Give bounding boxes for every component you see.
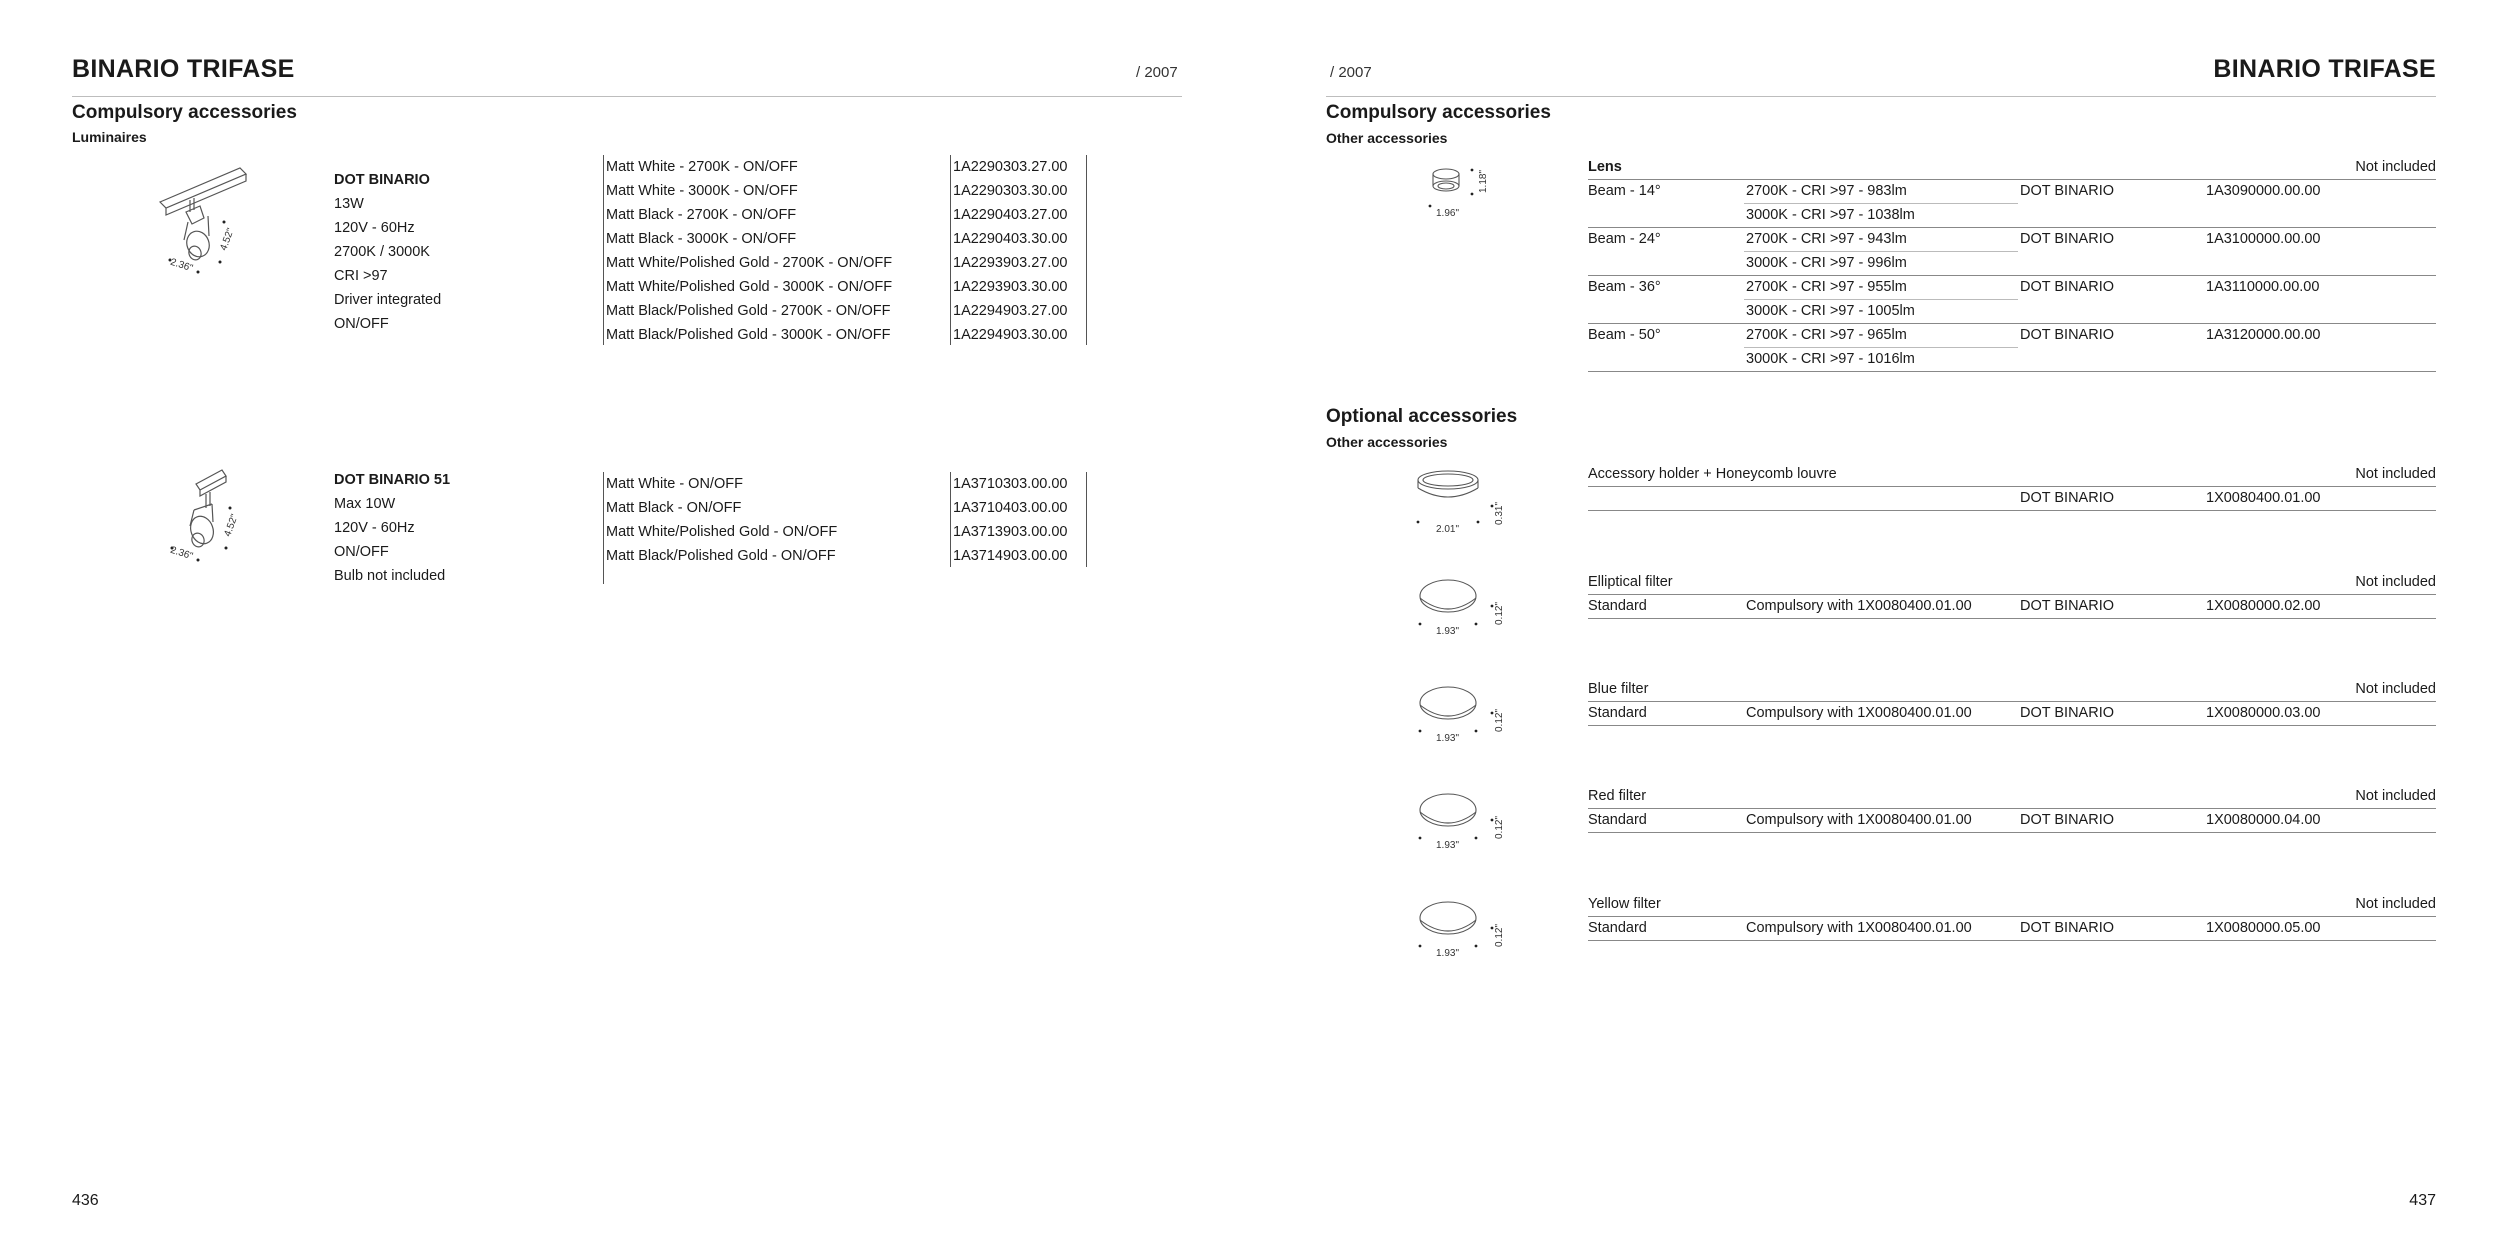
option-label: 2700K - CRI >97 - 983lm [1746,183,1907,199]
code-label: 1A3090000.00.00 [2206,183,2321,199]
product-label: DOT BINARIO [2020,279,2114,295]
item-title: Red filter [1588,788,1647,804]
spec-voltage: 120V - 60Hz [334,220,415,236]
variant-label: Matt White - 2700K - ON/OFF [606,159,798,175]
item-note: Compulsory with 1X0080400.01.00 [1746,812,1972,828]
item-type: Standard [1588,598,1647,614]
product-label: DOT BINARIO [2020,183,2114,199]
item-title: Accessory holder + Honeycomb louvre [1588,466,1837,482]
item-product: DOT BINARIO [2020,490,2114,506]
item-title: Yellow filter [1588,896,1661,912]
item-type: Standard [1588,812,1647,828]
accessory-holder-row [1588,462,2436,522]
item-code: 1X0080400.01.00 [2206,490,2321,506]
beam-label: Beam - 36° [1588,279,1661,295]
left-collection-code: / 2007 [1136,64,1178,81]
item-footer-rule [1588,832,2436,833]
variant-code: 1A3713903.00.00 [953,524,1068,540]
right-optional-heading: Optional accessories [1326,406,1518,427]
option-label: 2700K - CRI >97 - 965lm [1746,327,1907,343]
item-footer-rule [1588,510,2436,511]
variant-label: Matt Black - 2700K - ON/OFF [606,207,797,223]
item-type: Standard [1588,705,1647,721]
variants-table-left-border [603,155,604,345]
product-name: DOT BINARIO [334,172,430,188]
dot-binario-51-variant-labels [606,472,837,568]
blue-filter-drawing [1410,683,1510,743]
variant-label: Matt Black - 3000K - ON/OFF [606,231,797,247]
item-product: DOT BINARIO [2020,598,2114,614]
variant-label: Matt Black/Polished Gold - 3000K - ON/OFF [606,327,891,343]
dim-height-label: 0.31" [1494,501,1506,526]
dim-height-label: 4.52" [218,226,237,253]
item-note: Compulsory with 1X0080400.01.00 [1746,705,1972,721]
left-page-title: BINARIO TRIFASE [72,55,295,83]
item-code: 1X0080000.04.00 [2206,812,2321,828]
beam-label: Beam - 50° [1588,327,1661,343]
product-name: DOT BINARIO 51 [334,472,451,488]
red-filter-row [1588,784,2436,844]
spec-control: ON/OFF [334,316,389,332]
dim-diameter-label: 1.93" [1436,948,1460,959]
variant-code: 1A2290303.27.00 [953,159,1068,175]
item-product: DOT BINARIO [2020,812,2114,828]
option-label: 3000K - CRI >97 - 1038lm [1746,207,1915,223]
dim-height-label: 0.12" [1494,601,1506,626]
dot-binario-drawing [150,160,270,280]
accessory-holder-drawing [1410,466,1510,536]
item-status: Not included [2355,681,2436,697]
item-product: DOT BINARIO [2020,705,2114,721]
variants-table-mid-border [950,155,951,345]
product-label: DOT BINARIO [2020,327,2114,343]
variant-code: 1A3710403.00.00 [953,500,1068,516]
item-type: Standard [1588,920,1647,936]
item-product: DOT BINARIO [2020,920,2114,936]
variant-label: Matt White/Polished Gold - 2700K - ON/OFF [606,255,893,271]
option-label: 3000K - CRI >97 - 996lm [1746,255,1907,271]
spec-cct: 2700K / 3000K [334,244,430,260]
red-filter-drawing [1410,790,1510,850]
dim-height-label: 1.18" [1478,169,1490,194]
option-label: 3000K - CRI >97 - 1005lm [1746,303,1915,319]
item-code: 1X0080000.02.00 [2206,598,2321,614]
product-label: DOT BINARIO [2020,231,2114,247]
spec-control: ON/OFF [334,544,389,560]
elliptical-filter-drawing [1410,576,1510,636]
right-optional-subheading: Other accessories [1326,434,1448,450]
option-label: 3000K - CRI >97 - 1016lm [1746,351,1915,367]
variant-label: Matt Black - ON/OFF [606,500,742,516]
spec-power: Max 10W [334,496,396,512]
variant-code: 1A3710303.00.00 [953,476,1068,492]
variant-label: Matt Black/Polished Gold - 2700K - ON/OFF [606,303,891,319]
dim-diameter-label: 1.93" [1436,733,1460,744]
code-label: 1A3120000.00.00 [2206,327,2321,343]
dim-height-label: 0.12" [1494,708,1506,733]
lens-title: Lens [1588,159,1622,175]
yellow-filter-drawing [1410,898,1510,958]
dot-binario-51-drawing [150,460,270,570]
variant-label: Matt White/Polished Gold - ON/OFF [606,524,838,540]
item-status: Not included [2355,896,2436,912]
right-page-title: BINARIO TRIFASE [2213,55,2436,83]
track-spot-51-icon [150,460,270,570]
dim-diameter-label: 1.93" [1436,840,1460,851]
spec-cri: CRI >97 [334,268,388,284]
right-collection-code: / 2007 [1330,64,1372,81]
spec-voltage: 120V - 60Hz [334,520,415,536]
lens-status: Not included [2355,159,2436,175]
variant-label: Matt White/Polished Gold - 3000K - ON/OFF [606,279,893,295]
variant-label: Matt White - 3000K - ON/OFF [606,183,798,199]
variant-code: 1A2290303.30.00 [953,183,1068,199]
variant-code: 1A2293903.30.00 [953,279,1068,295]
dim-height-label: 0.12" [1494,815,1506,840]
item-code: 1X0080000.03.00 [2206,705,2321,721]
left-section-heading: Compulsory accessories [72,102,297,123]
dot-binario-51-specs [334,468,450,588]
beam-label: Beam - 24° [1588,231,1661,247]
right-compulsory-heading: Compulsory accessories [1326,102,1551,123]
variant-label: Matt White - ON/OFF [606,476,743,492]
variants-table-mid-border [950,472,951,567]
item-status: Not included [2355,466,2436,482]
dim-diameter-label: 1.93" [1436,626,1460,637]
variant-code: 1A2294903.27.00 [953,303,1068,319]
dot-binario-variant-codes [953,155,1068,347]
item-note: Compulsory with 1X0080400.01.00 [1746,920,1972,936]
left-subsection-heading: Luminaires [72,129,147,145]
option-label: 2700K - CRI >97 - 943lm [1746,231,1907,247]
item-footer-rule [1588,618,2436,619]
elliptical-filter-row [1588,570,2436,630]
dim-width-label: 2.36" [168,544,195,563]
spec-power: 13W [334,196,364,212]
dot-binario-51-variant-codes [953,472,1068,568]
row-divider [1588,371,2436,372]
variant-label: Matt Black/Polished Gold - ON/OFF [606,548,836,564]
dot-binario-variant-labels [606,155,892,347]
dim-height-label: 4.52" [222,512,241,539]
dot-binario-specs [334,168,441,336]
option-label: 2700K - CRI >97 - 955lm [1746,279,1907,295]
variant-code: 1A3714903.00.00 [953,548,1068,564]
item-footer-rule [1588,940,2436,941]
variants-table-right-border [1086,155,1087,345]
blue-filter-row [1588,677,2436,737]
left-header-rule [72,96,1182,97]
code-label: 1A3110000.00.00 [2206,279,2320,295]
variant-code: 1A2290403.30.00 [953,231,1068,247]
variant-code: 1A2290403.27.00 [953,207,1068,223]
beam-label: Beam - 14° [1588,183,1661,199]
dim-height-label: 0.12" [1494,923,1506,948]
item-status: Not included [2355,574,2436,590]
code-label: 1A3100000.00.00 [2206,231,2321,247]
variants-table-left-border [603,472,604,584]
right-header-rule [1326,96,2436,97]
item-title: Blue filter [1588,681,1649,697]
dim-diameter-label: 1.96" [1436,208,1460,219]
spec-bulb: Bulb not included [334,568,446,584]
variants-table-right-border [1086,472,1087,567]
lens-drawing [1420,160,1500,220]
dim-width-label: 2.36" [168,256,195,275]
right-compulsory-subheading: Other accessories [1326,130,1448,146]
dim-diameter-label: 2.01" [1436,524,1460,535]
right-page-number: 437 [2409,1192,2436,1209]
item-note: Compulsory with 1X0080400.01.00 [1746,598,1972,614]
left-page-number: 436 [72,1192,99,1209]
spec-driver: Driver integrated [334,292,442,308]
item-footer-rule [1588,725,2436,726]
item-code: 1X0080000.05.00 [2206,920,2321,936]
variant-code: 1A2293903.27.00 [953,255,1068,271]
track-spot-icon [150,160,270,280]
item-title: Elliptical filter [1588,574,1673,590]
variant-code: 1A2294903.30.00 [953,327,1068,343]
yellow-filter-row [1588,892,2436,952]
item-status: Not included [2355,788,2436,804]
